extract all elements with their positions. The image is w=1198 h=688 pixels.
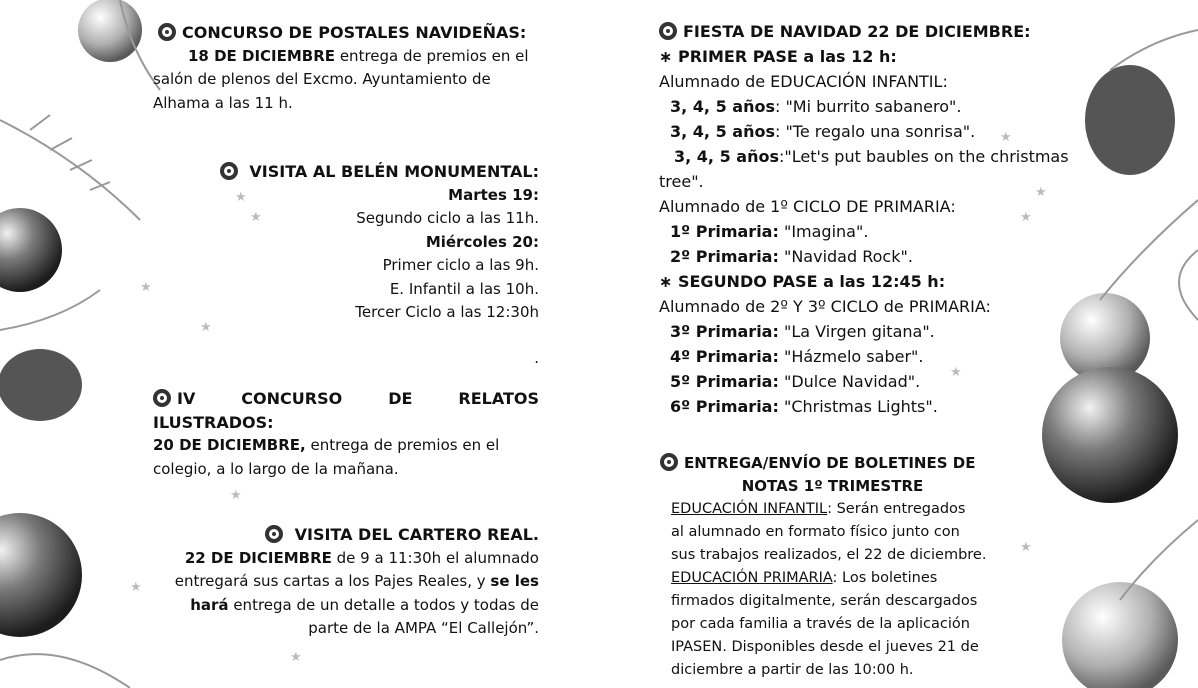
- wreath-icon: [158, 23, 176, 41]
- belen-section: [153, 160, 539, 370]
- fiesta-song: tree".: [659, 172, 704, 191]
- postales-text: entrega de premios en el: [339, 46, 529, 65]
- fiesta-song: "Házmelo saber".: [778, 347, 924, 366]
- relatos-text: entrega de premios en el: [310, 436, 500, 454]
- star-icon: ★: [250, 210, 262, 225]
- wreath-icon: [659, 22, 677, 40]
- star-icon: ★: [230, 488, 242, 503]
- postales-date: 18 DE DICIEMBRE: [188, 46, 336, 65]
- belen-text: Segundo ciclo a las 11h.: [356, 209, 539, 227]
- fiesta-grade: 4º Primaria:: [670, 347, 779, 366]
- star-icon: ★: [1035, 185, 1047, 200]
- relatos-text: colegio, a lo largo de la mañana.: [153, 459, 399, 478]
- cartero-text: de 9 a 11:30h el alumnado: [336, 548, 539, 567]
- cartero-text: entregará sus cartas a los Pajes Reales, y: [174, 572, 486, 590]
- fiesta-grade: 1º Primaria:: [670, 222, 779, 241]
- cartero-text: parte de la AMPA “El Callejón”.: [308, 619, 539, 637]
- cartero-text: hará: [190, 595, 229, 614]
- wreath-icon: [220, 162, 238, 180]
- fiesta-song: :"Let's put baubles on the christmas: [778, 147, 1069, 166]
- fiesta-grade: 6º Primaria:: [670, 397, 779, 416]
- postales-text: Alhama a las 11 h.: [153, 93, 293, 112]
- star-icon: ★: [1000, 130, 1012, 145]
- fiesta-group: Alumnado de EDUCACIÓN INFANTIL:: [659, 72, 948, 91]
- fiesta-group: Alumnado de 2º Y 3º CICLO de PRIMARIA:: [659, 297, 991, 316]
- boletines-text: IPASEN. Disponibles desde el jueves 21 de: [671, 639, 979, 655]
- belen-dot: .: [534, 348, 539, 367]
- boletines-label: EDUCACIÓN PRIMARIA: [671, 570, 833, 586]
- postales-section: [153, 21, 539, 115]
- boletines-text: por cada familia a través de la aplicación: [671, 616, 970, 632]
- fiesta-song: "Navidad Rock".: [778, 247, 913, 266]
- boletines-text: : Serán entregados: [827, 501, 966, 517]
- belen-text: E. Infantil a las 10h.: [389, 279, 539, 298]
- fiesta-grade: 3º Primaria:: [670, 322, 779, 341]
- cartero-section: [153, 523, 539, 641]
- fiesta-song: "La Virgen gitana".: [778, 322, 935, 341]
- boletines-text: diciembre a partir de las 10:00 h.: [671, 662, 914, 678]
- boletines-section: [660, 452, 1005, 682]
- wreath-icon: [265, 525, 283, 543]
- relatos-title: IV CONCURSO DE RELATOS ILUSTRADOS:: [153, 389, 539, 432]
- star-icon: ★: [130, 580, 142, 595]
- boletines-title: NOTAS 1º TRIMESTRE: [741, 477, 924, 495]
- fiesta-pase: ∗ SEGUNDO PASE a las 12:45 h:: [659, 272, 946, 291]
- fiesta-grade: 3, 4, 5 años: [674, 147, 779, 166]
- relatos-section: [153, 387, 539, 481]
- ornament-ball-icon: [1062, 582, 1178, 688]
- boletines-text: al alumnado en formato físico junto con: [671, 524, 960, 540]
- relatos-date: 20 DE DICIEMBRE,: [153, 436, 306, 454]
- ornament-ball-icon: [0, 208, 62, 292]
- star-icon: ★: [1020, 540, 1032, 555]
- belen-day: Martes 19:: [448, 185, 539, 204]
- ornament-ball-icon: [78, 0, 142, 62]
- boletines-text: : Los boletines: [832, 570, 938, 586]
- fiesta-song: "Dulce Navidad".: [778, 372, 921, 391]
- fiesta-song: "Imagina".: [778, 222, 869, 241]
- wreath-icon: [153, 389, 171, 407]
- cartero-date: 22 DE DICIEMBRE: [184, 548, 332, 567]
- belen-text: Primer ciclo a las 9h.: [382, 256, 539, 274]
- star-icon: ★: [1020, 210, 1032, 225]
- boletines-text: firmados digitalmente, serán descargados: [671, 593, 978, 609]
- postales-text: salón de plenos del Excmo. Ayuntamiento de: [153, 70, 491, 88]
- star-icon: ★: [290, 650, 302, 665]
- star-icon: ★: [200, 320, 212, 335]
- fiesta-song: : "Te regalo una sonrisa".: [774, 122, 976, 141]
- fiesta-pase: ∗ PRIMER PASE a las 12 h:: [659, 47, 897, 66]
- star-icon: ★: [950, 365, 962, 380]
- fiesta-group: Alumnado de 1º CICLO DE PRIMARIA:: [659, 197, 956, 216]
- star-icon: ★: [140, 280, 152, 295]
- belen-title: VISITA AL BELÉN MONUMENTAL:: [249, 162, 539, 181]
- boletines-title: ENTREGA/ENVÍO DE BOLETINES DE: [684, 454, 976, 472]
- fiesta-grade: 3, 4, 5 años: [670, 97, 775, 116]
- belen-day: Miércoles 20:: [425, 232, 539, 251]
- belen-text: Tercer Ciclo a las 12:30h: [355, 303, 539, 321]
- fiesta-section: [659, 19, 1099, 419]
- cartero-text: se les: [490, 572, 539, 590]
- fiesta-grade: 2º Primaria:: [670, 247, 779, 266]
- fiesta-grade: 5º Primaria:: [670, 372, 779, 391]
- cartero-text: entrega de un detalle a todos y todas de: [233, 595, 539, 614]
- boletines-text: sus trabajos realizados, el 22 de diciembre.: [671, 547, 987, 563]
- postales-title: CONCURSO DE POSTALES NAVIDEÑAS:: [182, 23, 527, 42]
- star-icon: ★: [235, 190, 247, 205]
- fiesta-grade: 3, 4, 5 años: [670, 122, 775, 141]
- cartero-title: VISITA DEL CARTERO REAL.: [294, 525, 539, 544]
- fiesta-title: FIESTA DE NAVIDAD 22 DE DICIEMBRE:: [683, 22, 1031, 41]
- fiesta-song: : "Mi burrito sabanero".: [774, 97, 962, 116]
- wreath-icon: [660, 453, 678, 471]
- boletines-label: EDUCACIÓN INFANTIL: [671, 501, 828, 517]
- fiesta-song: "Christmas Lights".: [778, 397, 938, 416]
- ornament-ball-icon: [0, 513, 82, 637]
- pine-cone-icon: [0, 349, 82, 421]
